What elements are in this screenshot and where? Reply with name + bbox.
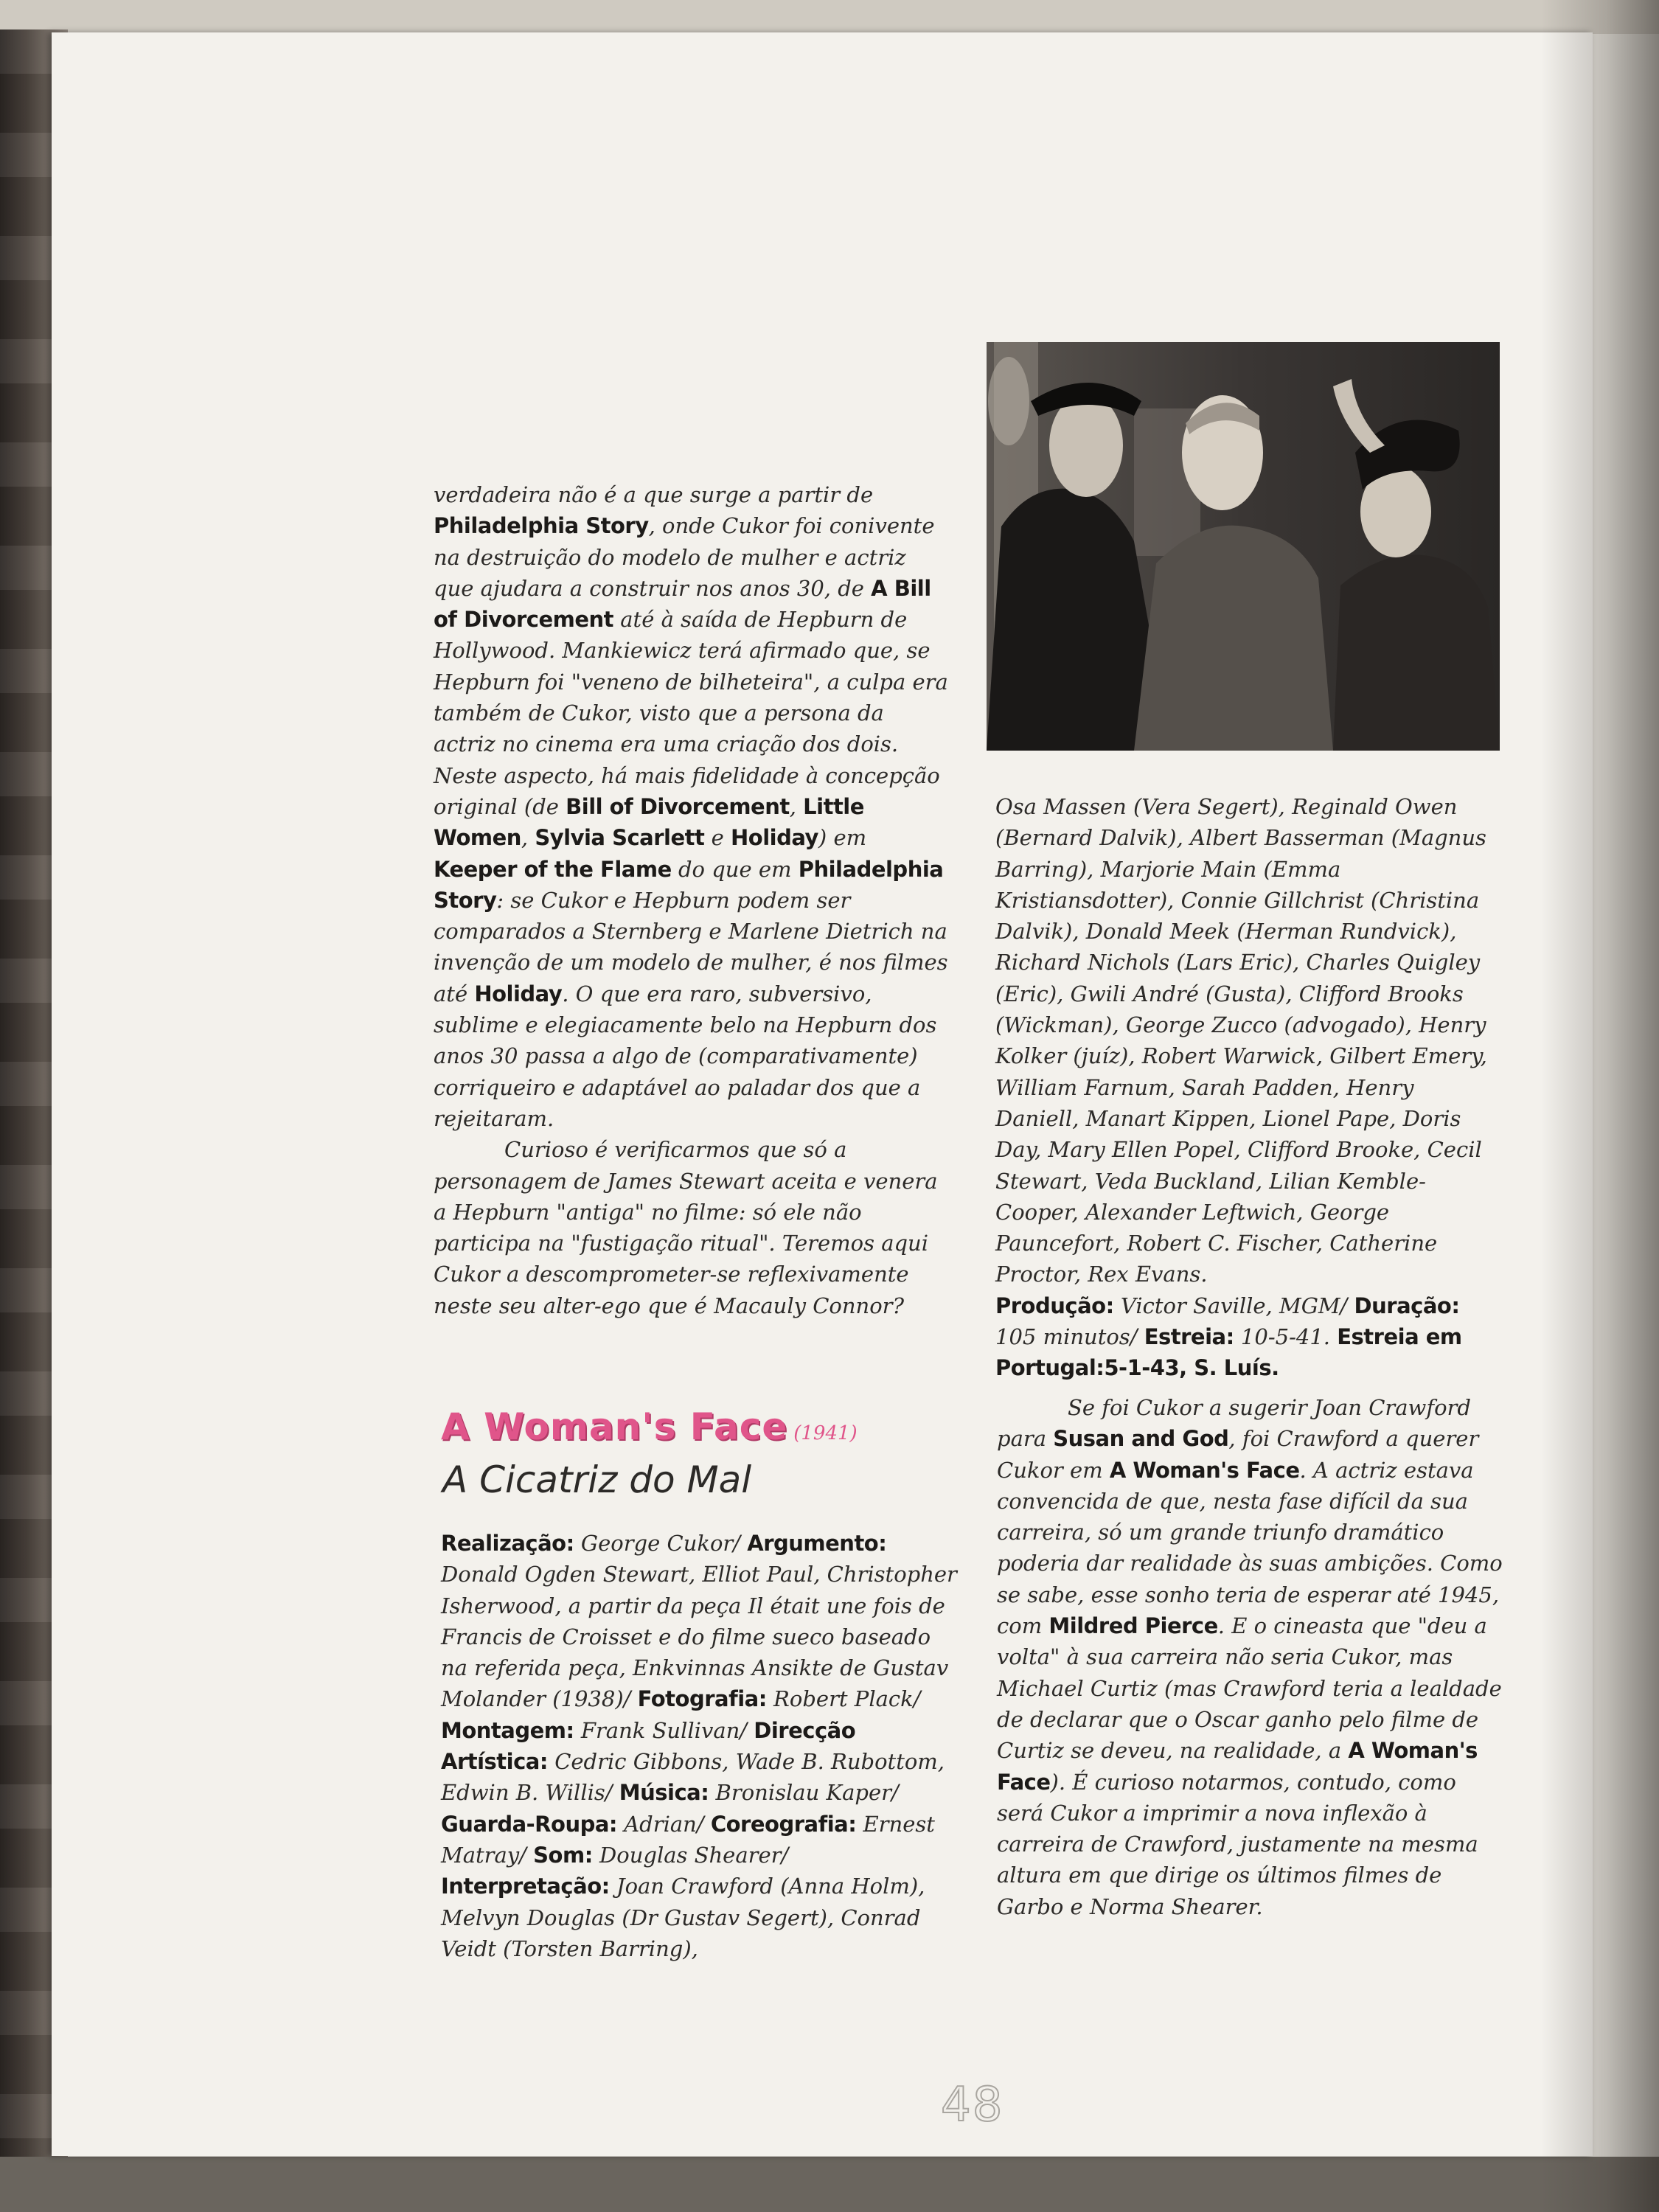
paragraph: Se foi Cukor a sugerir Joan Crawford para Susan and God, foi Crawford a querer Cukor em A Woman's Face. A actriz estava convencida de que, nesta fase difícil da sua carreira, só um grande triunfo dramático poderia dar realidade às suas ambições. Como se sabe, esse sonho teria de esperar até 1945, com Mildred Pierce. E o cineasta que "deu a volta" à sua carreira não seria Cukor, mas Michael Curtiz (mas Crawford teria a lealdade de declarar que o Oscar ganho pelo filme de Curtiz se deveu, na realidade, a A Woman's Face). É curioso notarmos, contudo, como será Cukor a imprimir a nova inflexão à carreira de Crawford, justamente na mesma altura em que dirige os últimos filmes de Garbo e Norma Shearer. bbox=[997, 1395, 1503, 1919]
film-heading bbox=[441, 1405, 972, 1448]
scan-background-bottom bbox=[0, 2157, 1659, 2212]
bold-text: Argumento: bbox=[747, 1531, 887, 1556]
book-gutter-shadow bbox=[1541, 0, 1659, 2212]
bold-text: Montagem: bbox=[441, 1717, 574, 1743]
bold-text: Som: bbox=[533, 1842, 593, 1868]
credits-paragraph: Realização: George Cukor/ Argumento: Donald Ogden Stewart, Elliot Paul, Christopher Isherwood, a partir da peça Il était une fois de Francis de Croisset e do filme sueco baseado na referida peça, Enkvinnas Ansikte de Gustav Molander (1938)/ Fotografia: Robert Plack/ Montagem: Frank Sullivan/ Direcção Artística: Cedric Gibbons, Wade B. Rubottom, Edwin B. Willis/ Música: Bronislau Kaper/ Guarda-Roupa: Adrian/ Coreografia: Ernest Matray/ Som: Douglas Shearer/ Interpretação: Joan Crawford (Anna Holm), Melvyn Douglas (Dr Gustav Segert), Conrad Veidt (Torsten Barring), bbox=[441, 1531, 957, 1961]
bold-text: Holiday bbox=[731, 825, 818, 851]
body-column-left bbox=[434, 479, 950, 1321]
film-year: (1941) bbox=[793, 1422, 858, 1444]
paragraph: Curioso é verificarmos que só a personagem de James Stewart aceita e venera a Hepburn "antiga" no filme: só ele não participa na "fustigação ritual". Teremos aqui Cukor a descomprometer-se reflexivamente neste seu alter-ego que é Macauly Connor? bbox=[434, 1137, 938, 1318]
cast-list: Osa Massen (Vera Segert), Reginald Owen (Bernard Dalvik), Albert Basserman (Magnus Barring), Marjorie Main (Emma Kristiansdotter), Connie Gillchrist (Christina Dalvik), Donald Meek (Herman Rundvick), Richard Nichols (Lars Eric), Charles Quigley (Eric), Gwili André (Gusta), Clifford Brooks (Wickman), George Zucco (advogado), Henry Kolker (juíz), Robert Warwick, Gilbert Emery, William Farnum, Sarah Padden, Henry Daniell, Manart Kippen, Lionel Pape, Doris Day, Mary Ellen Popel, Clifford Brooke, Cecil Stewart, Veda Buckland, Lilian Kemble-Cooper, Alexander Leftwich, George Pauncefort, Robert C. Fischer, Catherine Proctor, Rex Evans. bbox=[995, 794, 1487, 1287]
bold-text: Little Women bbox=[434, 793, 864, 851]
bold-text: Susan and God bbox=[1053, 1426, 1229, 1452]
bold-text: Philadelphia Story bbox=[434, 856, 944, 913]
bold-text: Produção: bbox=[995, 1293, 1114, 1318]
bold-text: Realização: bbox=[441, 1531, 574, 1556]
film-portuguese-title: A Cicatriz do Mal bbox=[442, 1458, 752, 1501]
bold-text: Mildred Pierce bbox=[1048, 1613, 1218, 1639]
bold-text: Direcção Artística: bbox=[441, 1717, 856, 1775]
bold-text: Duração: bbox=[1354, 1293, 1460, 1318]
bold-text: A Bill of Divorcement bbox=[434, 575, 931, 633]
bold-text: Sylvia Scarlett bbox=[535, 825, 705, 851]
film-still-image bbox=[987, 342, 1500, 751]
bold-text: A Woman's Face bbox=[1109, 1457, 1300, 1483]
bold-text: Estreia em Portugal:5-1-43, S. Luís. bbox=[995, 1324, 1462, 1381]
bold-text: Interpretação: bbox=[441, 1874, 610, 1899]
bold-text: Bill of Divorcement bbox=[566, 793, 790, 819]
film-still-photo bbox=[987, 342, 1500, 751]
bold-text: Philadelphia Story bbox=[434, 513, 649, 539]
bold-text: Holiday bbox=[474, 981, 563, 1006]
bold-text: Estreia: bbox=[1144, 1324, 1234, 1350]
body-column-right bbox=[997, 1392, 1506, 1922]
credits-column-right bbox=[995, 791, 1504, 1384]
scan-background-top bbox=[0, 0, 1659, 34]
bold-text: Música: bbox=[619, 1780, 709, 1806]
bold-text: Keeper of the Flame bbox=[434, 856, 672, 882]
bold-text: A Woman's Face bbox=[997, 1738, 1478, 1795]
paragraph: verdadeira não é a que surge a partir de Philadelphia Story, onde Cukor foi conivente na destruição do modelo de mulher e actriz que ajudara a construir nos anos 30, de A Bill of Divorcement até à saída de Hepburn de Hollywood. Mankiewicz terá afirmado que, se Hepburn foi "veneno de bilheteira", a culpa era também de Cukor, visto que a persona da actriz no cinema era uma criação dos dois. Neste aspecto, há mais fidelidade à concepção original (de Bill of Divorcement, Little Women, Sylvia Scarlett e Holiday) em Keeper of the Flame do que em Philadelphia Story: se Cukor e Hepburn podem ser comparados a Sternberg e Marlene Dietrich na invenção de um modelo de mulher, é nos filmes até Holiday. O que era raro, subversivo, sublime e elegiacamente belo na Hepburn dos anos 30 passa a algo de (comparativamente) corriqueiro e adaptável ao paladar dos que a rejeitaram. bbox=[434, 482, 948, 1131]
film-title: A Woman's Face bbox=[441, 1405, 788, 1448]
bold-text: Fotografia: bbox=[637, 1686, 767, 1712]
bold-text: Guarda-Roupa: bbox=[441, 1811, 618, 1837]
production-details: Produção: Victor Saville, MGM/ Duração: 105 minutos/ Estreia: 10-5-41. Estreia em Portugal:5-1-43, S. Luís. bbox=[995, 1293, 1462, 1381]
bold-text: Coreografia: bbox=[710, 1811, 857, 1837]
credits-column-left bbox=[441, 1528, 959, 1964]
page-number: 48 bbox=[941, 2078, 1004, 2132]
